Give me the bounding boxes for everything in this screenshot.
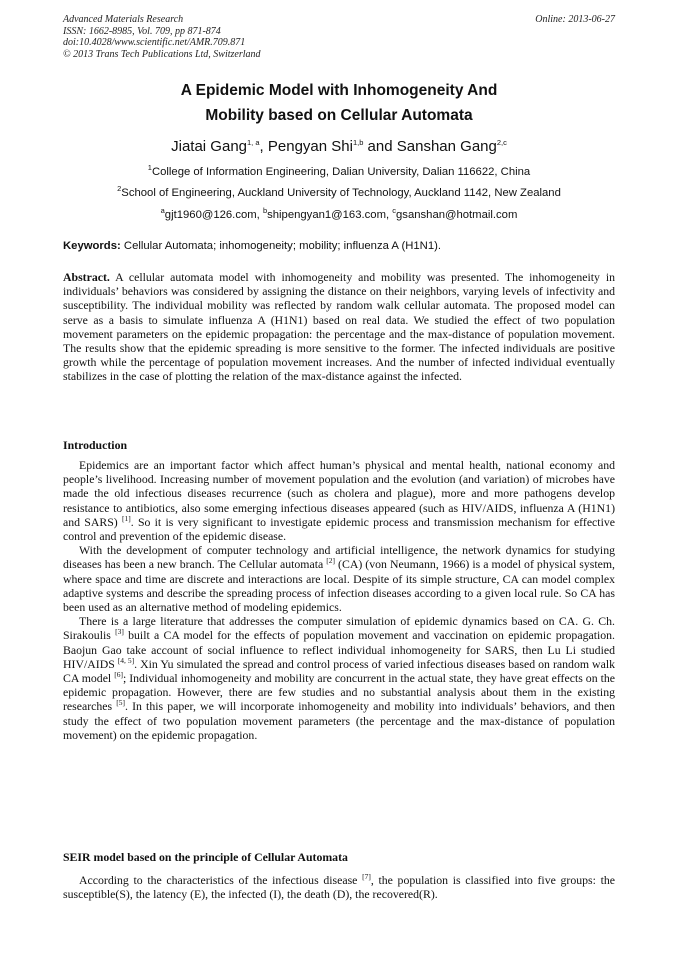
- title-line-1: A Epidemic Model with Inhomogeneity And: [180, 82, 498, 99]
- online-date: Online: 2013-06-27: [535, 14, 615, 25]
- email-c: gsanshan@hotmail.com: [396, 209, 518, 221]
- author-name: Jiatai Gang: [171, 138, 248, 155]
- doi-line: doi:10.4028/www.scientific.net/AMR.709.871: [63, 37, 246, 48]
- abstract-label: Abstract.: [63, 270, 110, 284]
- citation: [7]: [362, 872, 371, 882]
- affiliation-text: College of Information Engineering, Dalian University, Dalian 116622, China: [151, 166, 531, 178]
- paragraph: [63, 458, 615, 543]
- author-list: [60, 137, 618, 157]
- paragraph-text: built a CA model for the effects of population movement and vaccination on epidemic propagation. Baojun Gao take account of social influence to reflect individual inhomogeneity for SARS, then Lu Li studied HIV/AIDS: [63, 628, 616, 671]
- paragraph: [63, 873, 615, 901]
- paragraph-text: , the population is classified into five groups: the susceptible(S), the latency (E), the infected (I), the death (D), the recovered(R).: [63, 873, 615, 902]
- citation: [3]: [115, 627, 124, 637]
- author-sup: 1, a: [247, 138, 260, 147]
- affiliation-2: [40, 186, 638, 200]
- citation: [1]: [121, 513, 131, 523]
- section-heading-introduction: Introduction: [63, 438, 128, 452]
- journal-header: [63, 14, 261, 60]
- affiliation-sup: 2: [117, 184, 122, 194]
- email-line: [40, 208, 638, 222]
- email-sup: a: [160, 206, 165, 216]
- paper-title: [60, 78, 618, 128]
- author-sep: ,: [259, 138, 268, 155]
- author-name: Sanshan Gang: [396, 138, 497, 155]
- author-name: Pengyan Shi: [267, 138, 353, 155]
- paragraph-text: . So it is very significant to investigate epidemic process and transmission mechanism for effective control and prevention of the epidemic disease.: [63, 514, 615, 544]
- author-sep: and: [363, 138, 397, 155]
- author-sup: 1,b: [352, 138, 364, 147]
- paragraph-text: . Xin Yu simulated the spread and control process of varied infectious diseases based on random walk CA model: [63, 656, 615, 686]
- email-sup: c: [392, 206, 397, 216]
- author-sup: 2,c: [496, 138, 507, 147]
- abstract: [63, 270, 615, 384]
- email-a: gjt1960@126.com,: [164, 209, 263, 221]
- affiliation-text: School of Engineering, Auckland University of Technology, Auckland 1142, New Zealand: [121, 187, 561, 199]
- keywords-text: Cellular Automata; inhomogeneity; mobility; influenza A (H1N1).: [120, 240, 442, 252]
- paragraph-text: . In this paper, we will incorporate inhomogeneity and mobility into individuals’ behaviors, and then study the effect of two population movement parameters (the percentage and the max-distance of population movement) on the epidemic propagation.: [63, 699, 615, 742]
- paragraph-text: Epidemics are an important factor which affect human’s physical and mental health, national economy and people’s livelihood. Increasing number of movement population and the evolution (and variation) of microbes have made the old infectious diseases recurrence (such as cholera and plague), more and more pathogens develop resistance to antibiotics, also some emerging infectious diseases appeared (such as HIV/AIDS, influenza A (H1N1) and SARS): [63, 458, 615, 529]
- section-heading-seir: SEIR model based on the principle of Cellular Automata: [63, 850, 348, 864]
- citation: [5]: [116, 698, 126, 708]
- affiliation-1: [40, 165, 638, 179]
- citation: [6]: [114, 670, 123, 680]
- email-b: shipengyan1@163.com,: [267, 209, 393, 221]
- introduction-body: [63, 458, 615, 742]
- keywords: [63, 239, 615, 253]
- title-line-2: Mobility based on Cellular Automata: [205, 107, 473, 124]
- journal-name: Advanced Materials Research: [63, 14, 184, 25]
- paragraph-text: According to the characteristics of the infectious disease: [79, 873, 363, 887]
- paragraph-text: (CA) (von Neumann, 1966) is a model of physical system, where space and time are discrete and interactions are local. Despite of its simple structure, CA can model complex adaptive systems and describe the spreading process of infection diseases according to a given local rule. So CA has been used as an alternative method of modeling epidemics.: [63, 557, 615, 615]
- keywords-label: Keywords:: [63, 240, 121, 252]
- seir-body: [63, 873, 615, 901]
- copyright-line: © 2013 Trans Tech Publications Ltd, Switzerland: [63, 48, 261, 60]
- issn-line: ISSN: 1662-8985, Vol. 709, pp 871-874: [63, 25, 221, 37]
- paragraph-text: With the development of computer technology and artificial intelligence, the network dynamics for studying diseases has been a new branch. The Cellular automata: [63, 543, 615, 572]
- citation: [4, 5]: [117, 655, 135, 665]
- email-sup: b: [262, 206, 268, 216]
- paragraph-text: ; Individual inhomogeneity and mobility are concurrent in the actual state, they have great effects on the epidemic propagation. However, there are few studies and no substantial analysis about them in the existing researches: [63, 671, 615, 714]
- paragraph: [63, 543, 615, 614]
- abstract-text: A cellular automata model with inhomogeneity and mobility was presented. The inhomogeneity in individuals’ behaviors was considered by assigning the distance on their neighbors, varying levels of infectivity and susceptibility. The individual mobility was reflected by random walk cellular automata. The proposed model can serve as a basis to simulate influenza A (H1N1) based on real data. We studied the effect of two population movement parameters on the epidemic propagation: the percentage and the max-distance of population movement. The results show that the epidemic spreading is more sensitive to the former. The infected individuals are positive growth while the percentage of population movement increases. And the number of infected individual eventually stabilizes in the case of plotting the relation of the max-distance against the infected.: [63, 270, 615, 384]
- affiliation-sup: 1: [147, 163, 152, 173]
- paragraph: [63, 614, 615, 742]
- citation: [2]: [326, 556, 335, 566]
- paragraph-text: There is a large literature that addresses the computer simulation of epidemic dynamics based on CA. G. Ch. Sirakoulis: [63, 614, 615, 643]
